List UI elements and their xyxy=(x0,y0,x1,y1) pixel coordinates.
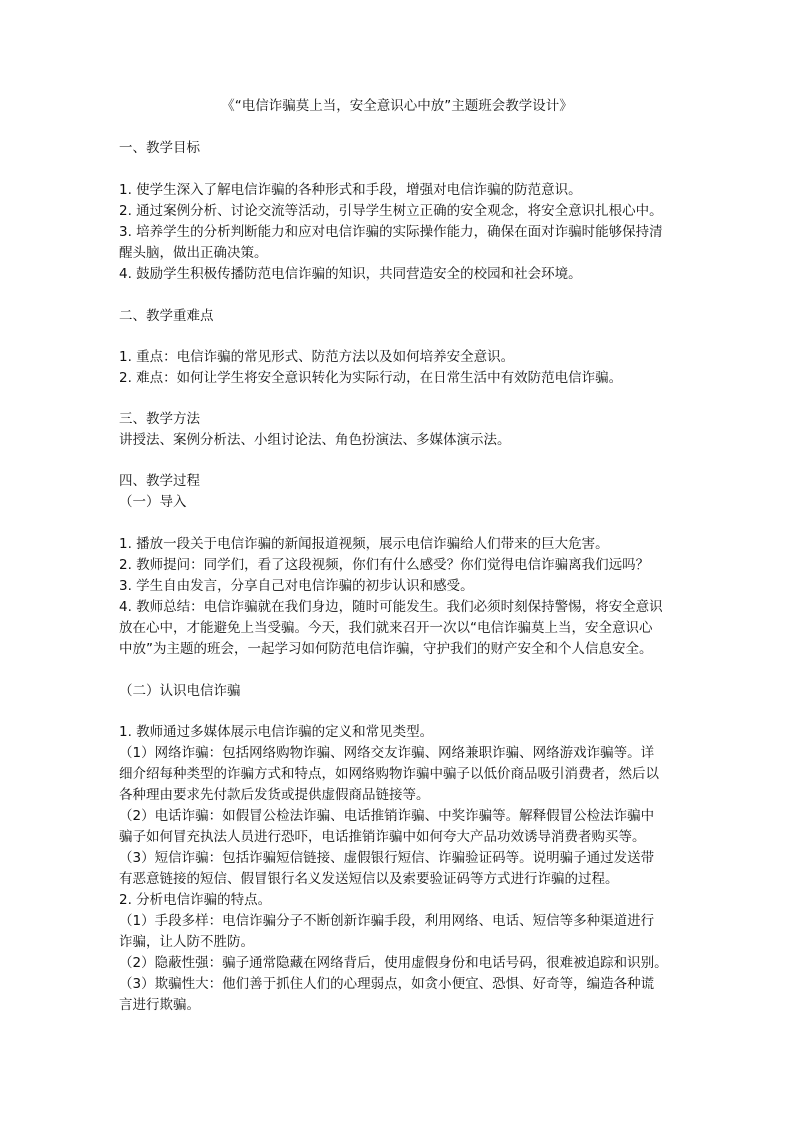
document-title: 《“电信诈骗莫上当，安全意识心中放”主题班会教学设计》 xyxy=(221,98,573,114)
paragraph-line: 2. 教师提问：同学们，看了这段视频，你们有什么感受？你们觉得电信诈骗离我们远吗？ xyxy=(119,557,650,573)
section-heading-objectives: 一、教学目标 xyxy=(119,140,200,156)
paragraph-line: 2. 难点：如何让学生将安全意识转化为实际行动，在日常生活中有效防范电信诈骗。 xyxy=(119,370,623,386)
paragraph-line: （2）电话诈骗：如假冒公检法诈骗、电话推销诈骗、中奖诈骗等。解释假冒公检法诈骗中 xyxy=(119,808,655,824)
paragraph-line: 诈骗，让人防不胜防。 xyxy=(119,934,254,950)
paragraph-line: （3）欺骗性大：他们善于抓住人们的心理弱点，如贪小便宜、恐惧、好奇等，编造各种谎 xyxy=(119,976,655,992)
paragraph-line: 细介绍每种类型的诈骗方式和特点，如网络购物诈骗中骗子以低价商品吸引消费者，然后以 xyxy=(119,766,659,782)
paragraph-line: 2. 分析电信诈骗的特点。 xyxy=(119,892,272,908)
subsection-heading-understanding: （二）认识电信诈骗 xyxy=(119,683,241,699)
subsection-heading-intro: （一）导入 xyxy=(119,494,187,510)
paragraph-line: 放在心中，才能避免上当受骗。今天，我们就来召开一次以“电信诈骗莫上当，安全意识心 xyxy=(119,620,653,636)
paragraph-line: 有恶意链接的短信、假冒银行名义发送短信以及索要验证码等方式进行诈骗的过程。 xyxy=(119,871,619,887)
paragraph-line: （3）短信诈骗：包括诈骗短信链接、虚假银行短信、诈骗验证码等。说明骗子通过发送带 xyxy=(119,850,655,866)
paragraph-line: 骗子如何冒充执法人员进行恐吓，电话推销诈骗中如何夸大产品功效诱导消费者购买等。 xyxy=(119,829,646,845)
paragraph-line: 各种理由要求先付款后发货或提供虚假商品链接等。 xyxy=(119,787,430,803)
paragraph-line: 醒头脑，做出正确决策。 xyxy=(119,245,268,261)
paragraph-line: 1. 重点：电信诈骗的常见形式、防范方法以及如何培养安全意识。 xyxy=(119,349,515,365)
paragraph-line: 讲授法、案例分析法、小组讨论法、角色扮演法、多媒体演示法。 xyxy=(119,432,511,448)
paragraph-line: （2）隐蔽性强：骗子通常隐藏在网络背后，使用虚假身份和电话号码，很难被追踪和识别。 xyxy=(119,955,668,971)
section-heading-key-points: 二、教学重难点 xyxy=(119,308,214,324)
paragraph-line: 中放”为主题的班会，一起学习如何防范电信诈骗，守护我们的财产安全和个人信息安全。 xyxy=(119,641,653,657)
paragraph-line: 4. 鼓励学生积极传播防范电信诈骗的知识，共同营造安全的校园和社会环境。 xyxy=(119,266,582,282)
paragraph-line: 4. 教师总结：电信诈骗就在我们身边，随时可能发生。我们必须时刻保持警惕，将安全意识 xyxy=(119,599,663,615)
paragraph-line: （1）网络诈骗：包括网络购物诈骗、网络交友诈骗、网络兼职诈骗、网络游戏诈骗等。详 xyxy=(119,745,655,761)
paragraph-line: 3. 培养学生的分析判断能力和应对电信诈骗的实际操作能力，确保在面对诈骗时能够保持清 xyxy=(119,224,663,240)
paragraph-line: 3. 学生自由发言，分享自己对电信诈骗的初步认识和感受。 xyxy=(119,578,474,594)
paragraph-line: 言进行欺骗。 xyxy=(119,997,200,1013)
paragraph-line: 1. 播放一段关于电信诈骗的新闻报道视频，展示电信诈骗给人们带来的巨大危害。 xyxy=(119,536,609,552)
paragraph-line: 2. 通过案例分析、讨论交流等活动，引导学生树立正确的安全观念，将安全意识扎根心中。 xyxy=(119,203,663,219)
section-heading-methods: 三、教学方法 xyxy=(119,411,200,427)
paragraph-line: 1. 使学生深入了解电信诈骗的各种形式和手段，增强对电信诈骗的防范意识。 xyxy=(119,182,582,198)
paragraph-line: 1. 教师通过多媒体展示电信诈骗的定义和常见类型。 xyxy=(119,724,434,740)
paragraph-line: （1）手段多样：电信诈骗分子不断创新诈骗手段，利用网络、电话、短信等多种渠道进行 xyxy=(119,913,655,929)
section-heading-process: 四、教学过程 xyxy=(119,473,200,489)
